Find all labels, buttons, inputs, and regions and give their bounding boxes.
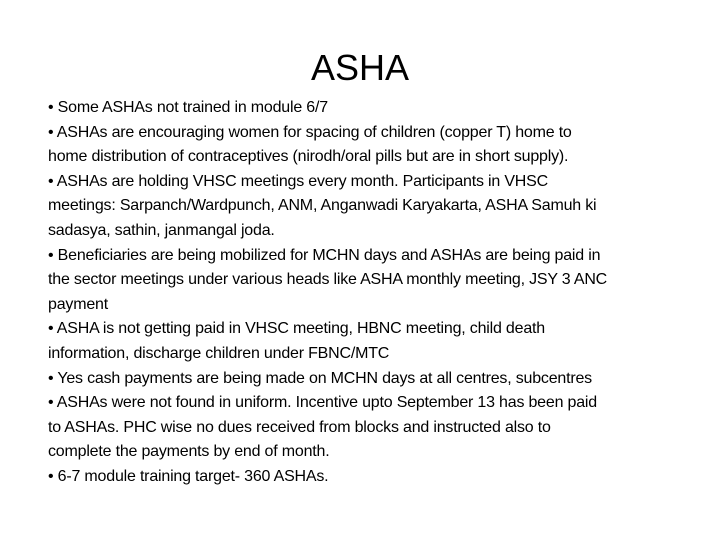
bullet-line: complete the payments by end of month. bbox=[48, 443, 330, 461]
bullet-line: the sector meetings under various heads like ASHA monthly meeting, JSY 3 ANC bbox=[48, 271, 608, 289]
bullet-line: information, discharge children under FBNC/MTC bbox=[48, 344, 390, 362]
bullet-item bbox=[48, 244, 718, 318]
bullet-line: • ASHAs are encouraging women for spacing of children (copper T) home to bbox=[48, 123, 572, 141]
bullet-item bbox=[48, 367, 718, 392]
bullet-line: to ASHAs. PHC wise no dues received from blocks and instructed also to bbox=[48, 418, 551, 436]
bullet-list bbox=[48, 96, 718, 490]
bullet-item bbox=[48, 465, 718, 490]
bullet-line: payment bbox=[48, 295, 108, 313]
bullet-line: • 6-7 module training target- 360 ASHAs. bbox=[48, 467, 329, 485]
bullet-item bbox=[48, 170, 718, 244]
bullet-item bbox=[48, 121, 718, 170]
bullet-line: • Yes cash payments are being made on MCHN days at all centres, subcentres bbox=[48, 369, 592, 387]
bullet-line: • ASHA is not getting paid in VHSC meeting, HBNC meeting, child death bbox=[48, 320, 545, 338]
bullet-line: • Some ASHAs not trained in module 6/7 bbox=[48, 99, 328, 116]
bullet-line: home distribution of contraceptives (nirodh/oral pills but are in short supply). bbox=[48, 148, 569, 166]
bullet-line: • Beneficiaries are being mobilized for MCHN days and ASHAs are being paid in bbox=[48, 246, 601, 264]
slide-title: ASHA bbox=[310, 47, 410, 88]
bullet-item bbox=[48, 317, 718, 366]
bullet-line: meetings: Sarpanch/Wardpunch, ANM, Anganwadi Karyakarta, ASHA Samuh ki bbox=[48, 197, 597, 215]
bullet-line: • ASHAs were not found in uniform. Incentive upto September 13 has been paid bbox=[48, 394, 597, 412]
bullet-line: sadasya, sathin, janmangal joda. bbox=[48, 221, 275, 239]
bullet-line: • ASHAs are holding VHSC meetings every month. Participants in VHSC bbox=[48, 172, 548, 190]
bullet-item bbox=[48, 96, 718, 121]
bullet-item bbox=[48, 391, 718, 465]
